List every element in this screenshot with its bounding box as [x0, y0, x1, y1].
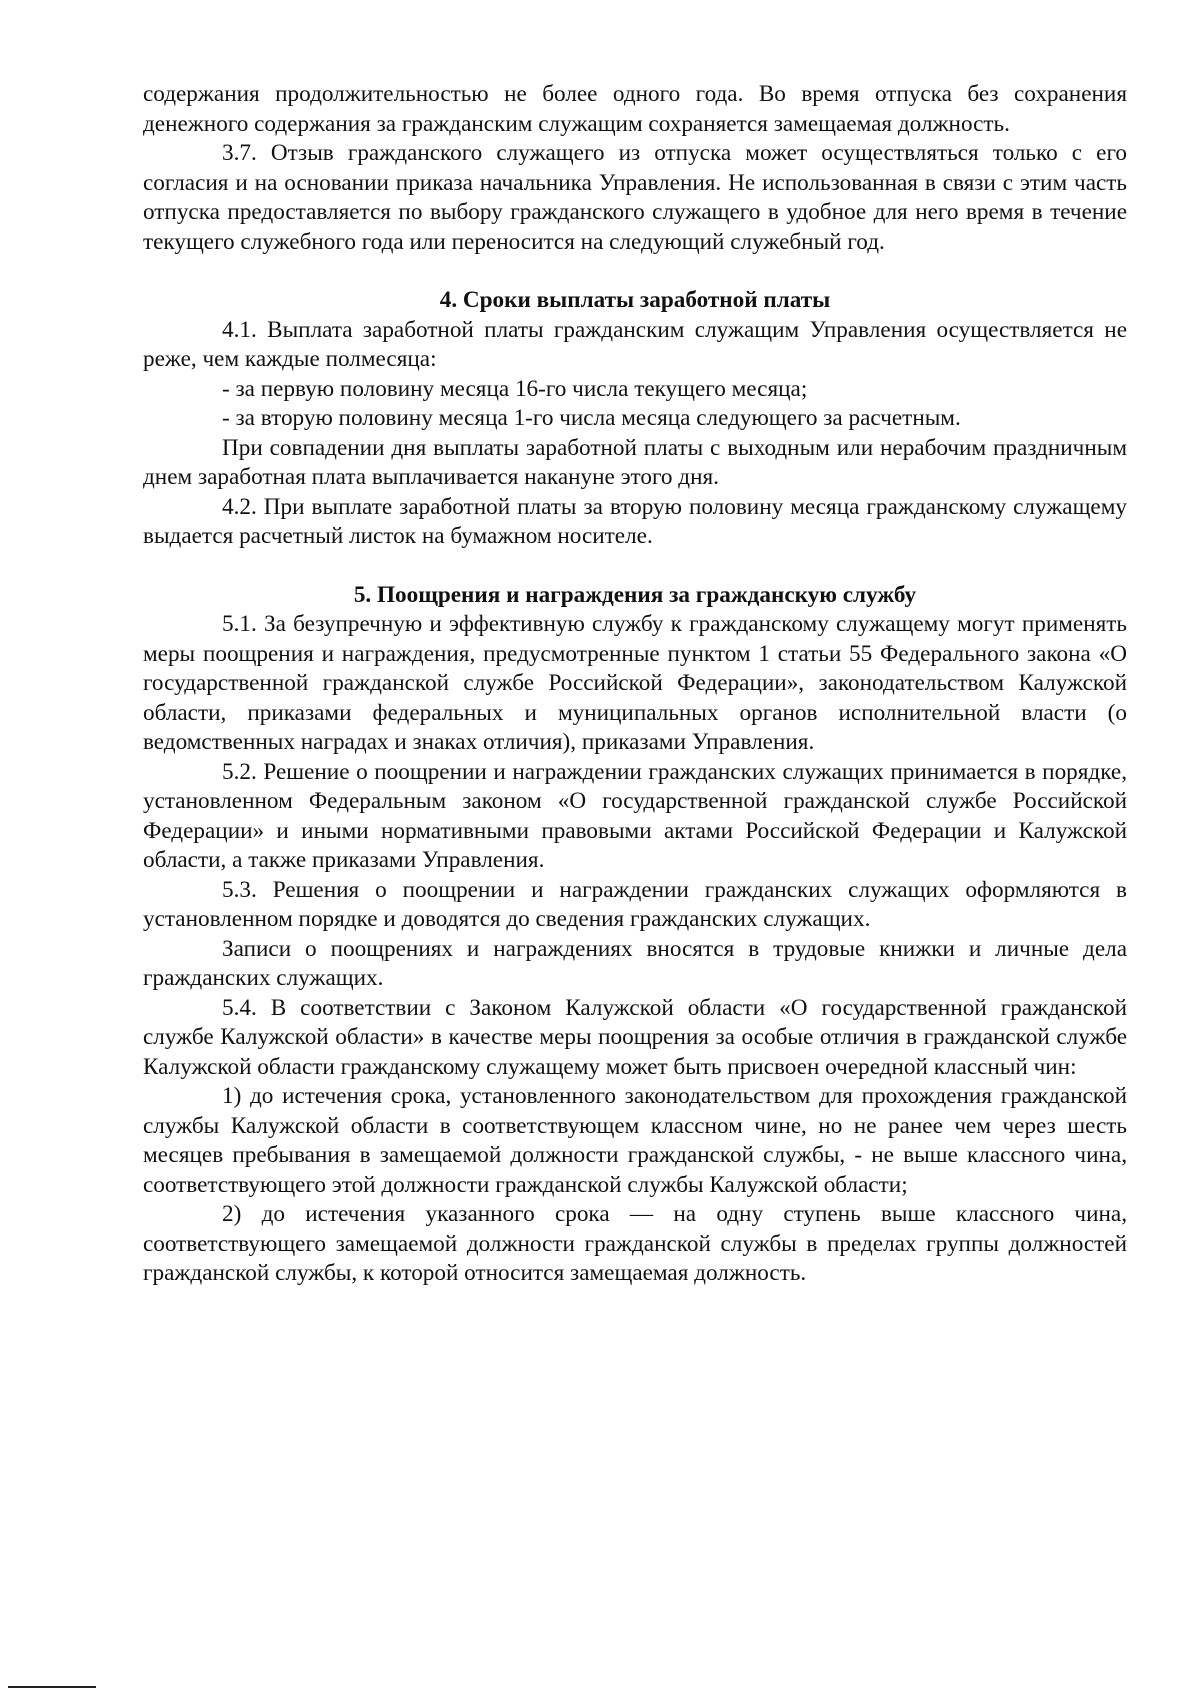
paragraph-4-1: 4.1. Выплата заработной платы гражданским служащим Управления осуществляется не реже, чем каждые полмесяца:: [143, 316, 1127, 372]
paragraph-records: Записи о поощрениях и награждениях вносятся в трудовые книжки и личные дела гражданских служащих.: [143, 935, 1127, 991]
footer-rule: [8, 1686, 96, 1688]
paragraph-5-3: 5.3. Решения о поощрении и награждении гражданских служащих оформляются в установленном порядке и доводятся до сведения гражданских служащих.: [143, 876, 1127, 932]
paragraph-5-4: 5.4. В соответствии с Законом Калужской области «О государственной гражданской службе Калужской области» в качестве меры поощрения за особые отличия в гражданской службе Калужской области гражданскому служащему может быть присвоен очередной классный чин:: [143, 994, 1127, 1080]
subitem-1: 1) до истечения срока, установленного законодательством для прохождения гражданской службы Калужской области в соответствующем классном чине, но не ранее чем через шесть месяцев пребывания в замещаемой должности гражданской службы, - не выше классного чина, соответствующего этой должности гражданской службы Калужской области;: [143, 1083, 1127, 1198]
paragraph-4-2: 4.2. При выплате заработной платы за вторую половину месяца гражданскому служащему выдается расчетный листок на бумажном носителе.: [143, 493, 1127, 549]
paragraph-holiday: При совпадении дня выплаты заработной платы с выходным или нерабочим праздничным днем заработная плата выплачивается накануне этого дня.: [143, 434, 1127, 490]
paragraph-5-2: 5.2. Решение о поощрении и награждении гражданских служащих принимается в порядке, установленном Федеральным законом «О государственной гражданской службе Российской Федерации» и иными нормативными правовыми актами Российской Федерации и Калужской области, а также приказами Управления.: [143, 758, 1127, 873]
section-gap: [143, 257, 1127, 286]
section-4-heading: 4. Сроки выплаты заработной платы: [439, 287, 831, 313]
section-gap: [143, 552, 1127, 581]
paragraph-continuation: содержания продолжительностью не более одного года. Во время отпуска без сохранения денежного содержания за гражданским служащим сохраняется замещаемая должность.: [143, 81, 1127, 137]
paragraph-3-7: 3.7. Отзыв гражданского служащего из отпуска может осуществляться только с его согласия и на основании приказа начальника Управления. Не использованная в связи с этим часть отпуска предоставляется по выбору гражданского служащего в удобное для него время в течение текущего служебного года или переносится на следующий служебный год.: [143, 140, 1127, 255]
list-item-second-half: - за вторую половину месяца 1-го числа месяца следующего за расчетным.: [222, 405, 961, 431]
section-5-heading: 5. Поощрения и награждения за гражданскую службу: [353, 581, 917, 608]
paragraph-5-1: 5.1. За безупречную и эффективную службу к гражданскому служащему могут применять меры поощрения и награждения, предусмотренные пунктом 1 статьи 55 Федерального закона «О государственной гражданской службе Российской Федерации», законодательством Калужской области, приказами федеральных и муниципальных органов исполнительной власти (о ведомственных наградах и знаках отличия), приказами Управления.: [143, 611, 1127, 755]
document-page: [143, 80, 1127, 1289]
list-item-first-half: - за первую половину месяца 16-го числа текущего месяца;: [222, 375, 808, 402]
subitem-2: 2) до истечения указанного срока — на одну ступень выше классного чина, соответствующего замещаемой должности гражданской службы в пределах группы должностей гражданской службы, к которой относится замещаемая должность.: [143, 1201, 1127, 1286]
